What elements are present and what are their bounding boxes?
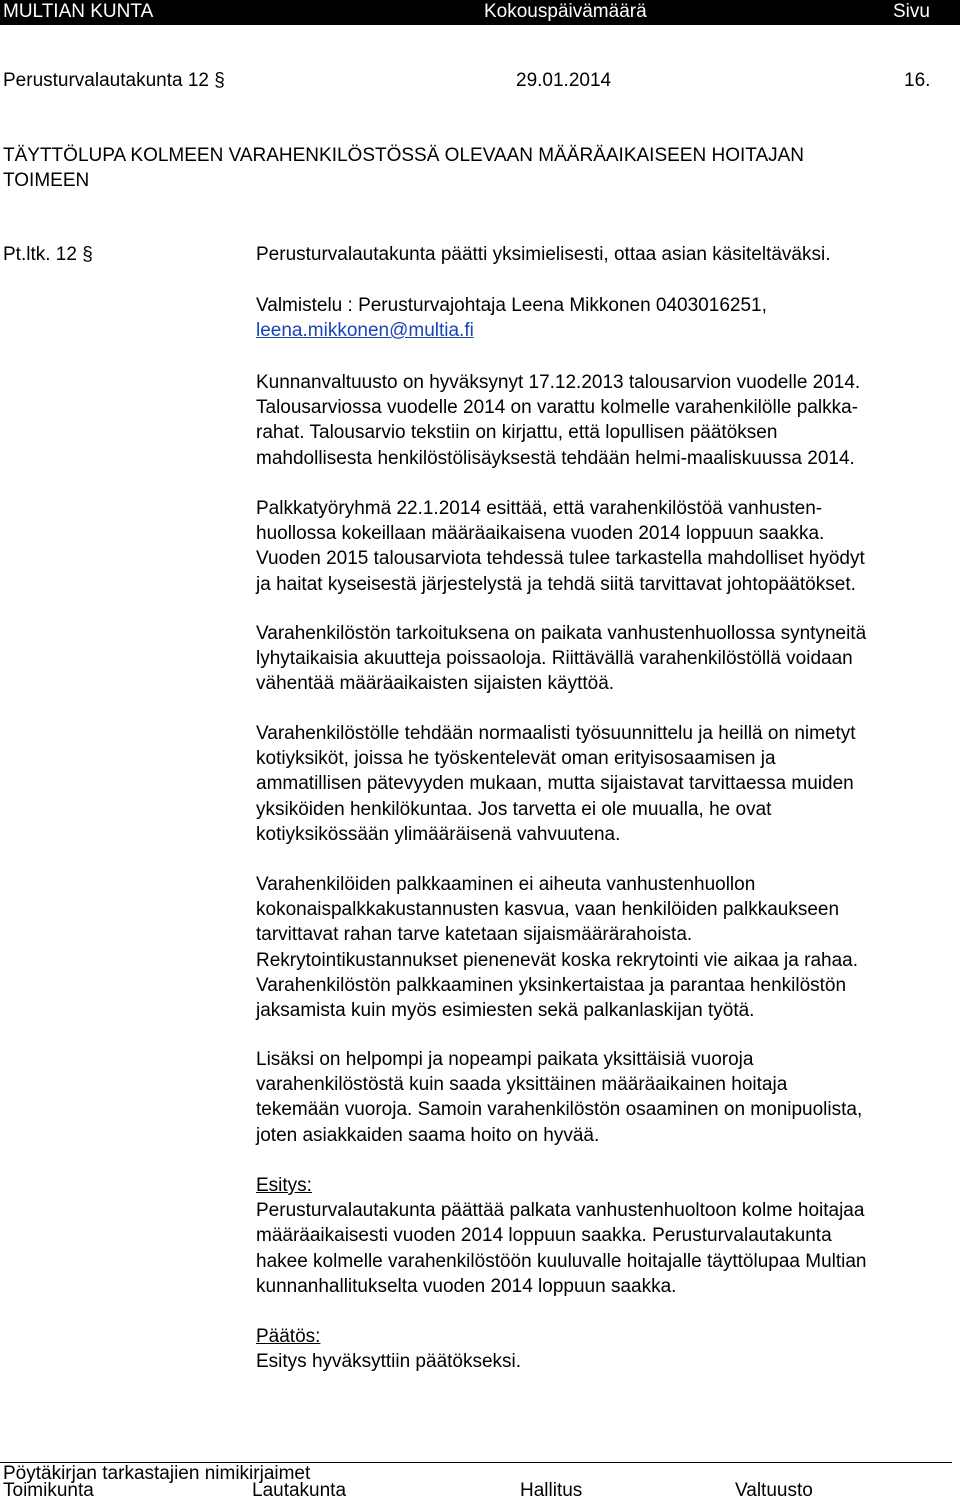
text-line: hakee kolmelle varahenkilöstöön kuuluvalle hoitajalle täyttölupaa Multian <box>256 1250 867 1272</box>
page-header <box>0 0 960 25</box>
text-line: Varahenkilöstön palkkaaminen yksinkertaistaa ja parantaa henkilöstön <box>256 974 847 996</box>
paragraph-planning <box>256 721 956 847</box>
paragraph-purpose <box>256 621 956 697</box>
text-line: huollossa kokeillaan määräaikaisena vuoden 2014 loppuun saakka. <box>256 523 825 545</box>
paragraph-budget <box>256 370 956 471</box>
decision-heading: Päätös: <box>256 1326 321 1347</box>
meeting-date: 29.01.2014 <box>516 70 612 91</box>
text-line: ammatillisen pätevyyden mukaan, mutta sijaistavat tarvittaessa muiden <box>256 773 854 795</box>
footer-col-lautakunta: Lautakunta <box>252 1480 347 1501</box>
document-title-line2: TOIMEEN <box>3 170 90 191</box>
text-line: rahat. Talousarvio tekstiin on kirjattu, että lopullisen päätöksen <box>256 422 778 444</box>
item-decision: Perusturvalautakunta päätti yksimielisesti, ottaa asian käsiteltäväksi. <box>256 244 831 265</box>
footer-initials-label: Pöytäkirjan tarkastajien nimikirjaimet <box>3 1463 311 1484</box>
text-line: tekemään vuoroja. Samoin varahenkilöstön osaaminen on monipuolista, <box>256 1099 863 1121</box>
text-line: Kunnanvaltuusto on hyväksynyt 17.12.2013 talousarvion vuodelle 2014. <box>256 372 861 393</box>
page-label: Sivu <box>893 1 930 22</box>
proposal-section <box>256 1173 956 1299</box>
preparer-email-link[interactable]: leena.mikkonen@multia.fi <box>256 320 474 341</box>
text-line: Varahenkilöstölle tehdään normaalisti työsuunnittelu ja heillä on nimetyt <box>256 723 856 744</box>
paragraph-costs <box>256 872 956 1023</box>
text-line: Vuoden 2015 talousarviota tehdessä tulee tarkastella mahdolliset hyödyt <box>256 548 865 570</box>
footer-col-hallitus: Hallitus <box>520 1480 583 1501</box>
text-line: Varahenkilöstön tarkoituksena on paikata vanhustenhuollossa syntyneitä <box>256 623 867 644</box>
footer-col-toimikunta: Toimikunta <box>3 1480 94 1501</box>
text-line: jaksamista kuin myös esimiesten sekä palkanlaskijan työtä. <box>256 1000 755 1022</box>
paragraph-benefits <box>256 1047 956 1148</box>
footer-col-valtuusto: Valtuusto <box>735 1480 813 1501</box>
meeting-body: Perusturvalautakunta 12 § <box>3 70 225 91</box>
text-line: kokonaispalkkakustannusten kasvua, vaan henkilöiden palkkaukseen <box>256 899 840 921</box>
proposal-heading: Esitys: <box>256 1175 312 1196</box>
text-line: Lisäksi on helpompi ja nopeampi paikata yksittäisiä vuoroja <box>256 1049 754 1070</box>
item-reference: Pt.ltk. 12 § <box>3 244 93 265</box>
document-title-line1: TÄYTTÖLUPA KOLMEEN VARAHENKILÖSTÖSSÄ OLEVAAN MÄÄRÄAIKAISEEN HOITAJAN <box>3 145 805 166</box>
text-line: kunnanhallitukselta vuoden 2014 loppuun saakka. <box>256 1275 677 1297</box>
text-line: Talousarviossa vuodelle 2014 on varattu kolmelle varahenkilölle palkka- <box>256 397 859 419</box>
text-line: yksiköiden henkilökuntaa. Jos tarvetta ei ole muualla, he ovat <box>256 798 772 820</box>
page-number: 16. <box>904 70 931 91</box>
text-line: Palkkatyöryhmä 22.1.2014 esittää, että varahenkilöstöä vanhusten- <box>256 498 823 519</box>
preparation-text: Valmistelu : Perusturvajohtaja Leena Mikkonen 0403016251, <box>256 295 767 316</box>
text-line: Rekrytointikustannukset pienenevät koska rekrytointi vie aikaa ja rahaa. <box>256 949 858 971</box>
decision-section <box>256 1324 956 1374</box>
text-line: Varahenkilöiden palkkaaminen ei aiheuta vanhustenhuollon <box>256 874 756 895</box>
municipality-name: MULTIAN KUNTA <box>3 1 154 22</box>
text-line: Perusturvalautakunta päättää palkata vanhustenhuoltoon kolme hoitajaa <box>256 1200 865 1222</box>
meeting-date-label: Kokouspäivämäärä <box>484 1 647 22</box>
decision-text: Esitys hyväksyttiin päätökseksi. <box>256 1351 522 1373</box>
text-line: tarvittavat rahan tarve katetaan sijaismäärärahoista. <box>256 924 693 946</box>
text-line: joten asiakkaiden saama hoito on hyvää. <box>256 1124 600 1146</box>
text-line: määräaikaisesti vuoden 2014 loppuun saakka. Perusturvalautakunta <box>256 1225 832 1247</box>
text-line: lyhytaikaisia akuutteja poissaoloja. Riittävällä varahenkilöstöllä voidaan <box>256 648 853 670</box>
text-line: ja haitat kyseisestä järjestelystä ja tehdä siitä tarvittavat johtopäätökset. <box>256 573 856 595</box>
text-line: kotiyksikössään ylimääräisenä vahvuutena. <box>256 823 621 845</box>
text-line: vähentää määräaikaisten sijaisten käyttöä. <box>256 673 615 695</box>
text-line: varahenkilöstöstä kuin saada yksittäinen määräaikainen hoitaja <box>256 1074 788 1096</box>
paragraph-wage-group <box>256 496 956 597</box>
text-line: mahdollisesta henkilöstölisäyksestä tehdään helmi-maaliskuussa 2014. <box>256 447 855 469</box>
text-line: kotiyksiköt, joissa he työskentelevät oman erityisosaamisen ja <box>256 748 776 770</box>
